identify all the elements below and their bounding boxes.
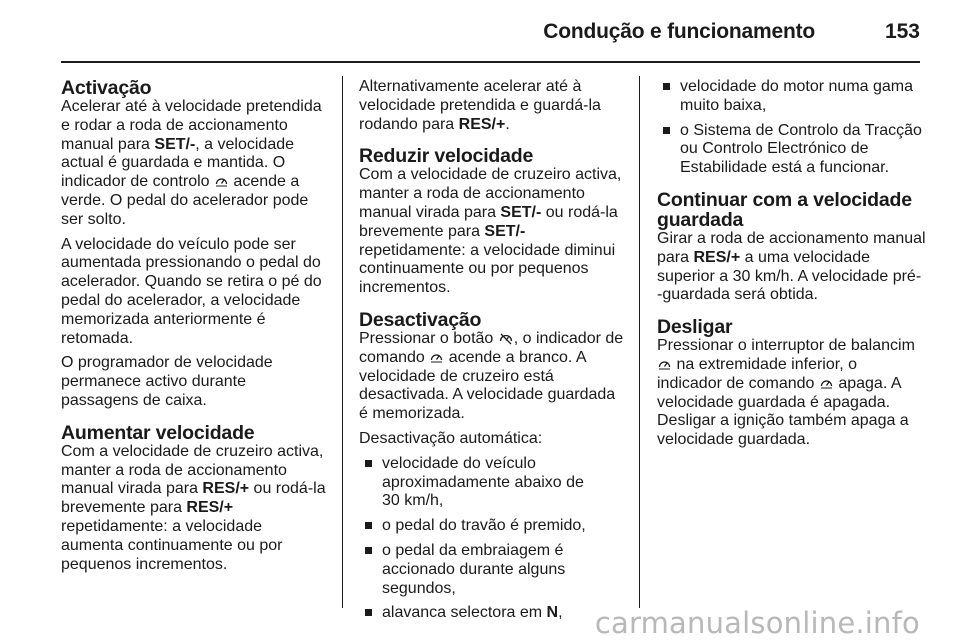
section-heading [657,190,927,230]
text-line: ou Controlo Electrónico de [680,140,869,158]
speedometer-icon [215,175,228,188]
bullet-icon [365,522,372,529]
list-item [359,542,629,598]
column-divider [342,76,343,608]
text-line: Girar a roda de accionamento manual [657,229,926,247]
text-line: O programador de velocidade [61,354,273,372]
section-resume-speed [657,190,927,305]
text-line [359,116,629,135]
text-line [657,356,927,375]
text-run: brevemente para [61,499,187,517]
text-line: retomada. [61,329,134,347]
paragraph [61,236,327,349]
text-line: Desligar a ignição também apaga a [657,412,909,430]
text-run: acende a [228,173,300,191]
text-line [657,249,927,268]
section-switch-off [657,317,927,450]
text-line: pequenos incrementos. [61,555,228,573]
text-line: o pedal da embraiagem é [382,541,564,559]
text-line: aproximadamente abaixo de [382,473,584,491]
speedometer-icon [658,358,671,371]
text-line: aumenta continuamente ou por [61,536,283,554]
text-line: verde. O pedal do acelerador pode [61,191,309,209]
paragraph [61,354,327,410]
speedometer-icon [820,377,833,390]
text-run: Pressionar o botão [359,329,498,347]
text-line: accionado durante alguns [382,560,566,578]
header-rule [61,61,920,63]
paragraph [657,337,927,450]
text-run: ou rodá-la [541,203,618,221]
text-line: manter a roda de accionamento [61,461,287,479]
paragraph [359,330,629,424]
control-label: RES/+ [458,115,506,133]
text-run: indicador de controlo [61,173,214,191]
text-line [382,604,629,623]
text-line: velocidade de cruzeiro está [359,367,554,385]
text-line: velocidade pretendida e guardá-la [359,96,601,114]
bullet-icon [365,460,372,467]
text-line: Desactivação automática: [359,429,543,447]
column-3 [657,78,927,462]
text-run: rodando para [359,115,459,133]
control-label: SET/- [484,222,526,240]
section-deactivation [359,310,629,623]
page-number: 153 [884,20,920,43]
text-line: Com a velocidade de cruzeiro activa, [61,442,324,460]
text-line [359,223,629,242]
text-run: indicador de comando [657,374,819,392]
text-line [61,136,327,155]
bullet-icon [663,127,670,134]
text-line [61,480,327,499]
list-item [657,78,927,116]
text-line: é memorizada. [359,405,465,423]
page-header [0,0,960,60]
text-run: alavanca selectora em [382,604,547,622]
paragraph [61,443,327,575]
text-run: manual virada para [359,203,501,221]
text-line: ser solto. [61,210,126,228]
section-heading: Desligar [657,316,733,339]
column-2 [359,78,629,635]
text-run: na extremidade inferior, o [672,355,857,373]
text-run: ou rodá-la [249,480,326,498]
text-line [61,173,327,192]
text-line: 30 km/h, [382,492,444,510]
chapter-title: Condução e funcionamento [543,20,815,43]
speedometer-icon [430,351,443,364]
text-line: o pedal do travão é premido, [382,517,586,535]
text-run: para [657,248,694,266]
bullet-icon [365,609,372,616]
list-item [359,604,629,623]
text-run: apaga. A [833,374,902,392]
text-line [359,204,629,223]
section-activation [61,78,327,411]
text-line: velocidade do veículo [382,454,536,472]
heading-line: Continuar com a velocidade [657,188,912,211]
control-label: SET/- [154,135,196,153]
text-line: permanece activo durante [61,373,246,391]
text-run: acende a branco. A [444,348,587,366]
section-heading: Desactivação [359,308,482,331]
paragraph [657,230,927,305]
text-line: velocidade do motor numa gama [680,78,914,95]
text-run: manual virada para [61,480,203,498]
text-line: passagens de caixa. [61,391,207,409]
bullet-icon [663,83,670,90]
section-increase-speed [61,423,327,575]
section-heading: Reduzir velocidade [359,145,534,168]
text-line: muito baixa, [680,96,767,114]
text-line: continuamente ou por pequenos [359,260,589,278]
text-line: Com a velocidade de cruzeiro activa, [359,166,622,184]
text-run: a uma velocidade [740,248,871,266]
list-item [359,455,629,511]
paragraph [61,98,327,230]
bullet-icon [365,547,372,554]
text-line: Pressionar o interruptor de balancim [657,337,915,355]
text-line: Alternativamente acelerar até à [359,78,582,95]
text-line: Acelerar até à velocidade pretendida [61,98,322,115]
list-item [359,517,629,536]
text-line: repetidamente: a velocidade diminui [359,241,616,259]
section-reduce-speed [359,146,629,298]
text-line: memorizada anteriormente é [61,310,266,328]
column-1 [61,78,327,586]
control-label: RES/+ [693,248,741,266]
text-line: pedal do acelerador, a velocidade [61,291,301,309]
list-item [657,122,927,178]
control-label: RES/+ [186,499,234,517]
text-line: velocidade guardada é apagada. [657,393,891,411]
control-label: RES/+ [202,480,250,498]
text-run: , a velocidade [195,135,295,153]
text-line [359,349,629,368]
section-heading: Activação [61,77,152,99]
text-line: incrementos. [359,279,451,297]
text-line: superior a 30 km/h. A velocidade pré- [657,267,922,285]
heading-line: guardada [657,208,744,231]
column-divider [639,76,640,608]
text-line: desactivada. A velocidade guardada [359,386,616,404]
text-line: o Sistema de Controlo da Tracção [680,121,922,139]
text-run: , [558,604,563,622]
text-line: velocidade guardada. [657,431,811,449]
section-heading: Aumentar velocidade [61,421,255,444]
auto-deactivation-list-continued [657,78,927,178]
text-line: segundos, [382,579,456,597]
text-line: aumentada pressionando o pedal do [61,254,321,272]
text-run: , o indicador de [513,329,624,347]
text-line [359,330,629,349]
auto-deactivation-list [359,455,629,623]
control-label: SET/- [500,203,542,221]
text-line [61,499,327,518]
text-line: actual é guardada e mantida. O [61,154,286,172]
control-label: N [546,604,559,622]
text-line: repetidamente: a velocidade [61,517,263,535]
text-run: comando [359,348,430,366]
text-line: -guardada será obtida. [657,286,818,304]
paragraph [359,430,629,449]
text-line: acelerador. Quando se retira o pé do [61,273,322,291]
text-line: manter a roda de accionamento [359,185,585,203]
paragraph [359,166,629,298]
text-line: A velocidade do veículo pode ser [61,235,296,253]
paragraph [359,78,629,134]
text-run: manual para [61,135,155,153]
text-line [657,375,927,394]
text-run: brevemente para [359,222,485,240]
text-run: . [505,115,510,133]
text-line: e rodar a roda de accionamento [61,116,288,134]
cancel-cruise-icon [499,332,513,345]
section-intro [359,78,629,134]
watermark-text: carmanualsonline.info [594,606,920,640]
text-line: Estabilidade está a funcionar. [680,159,890,177]
